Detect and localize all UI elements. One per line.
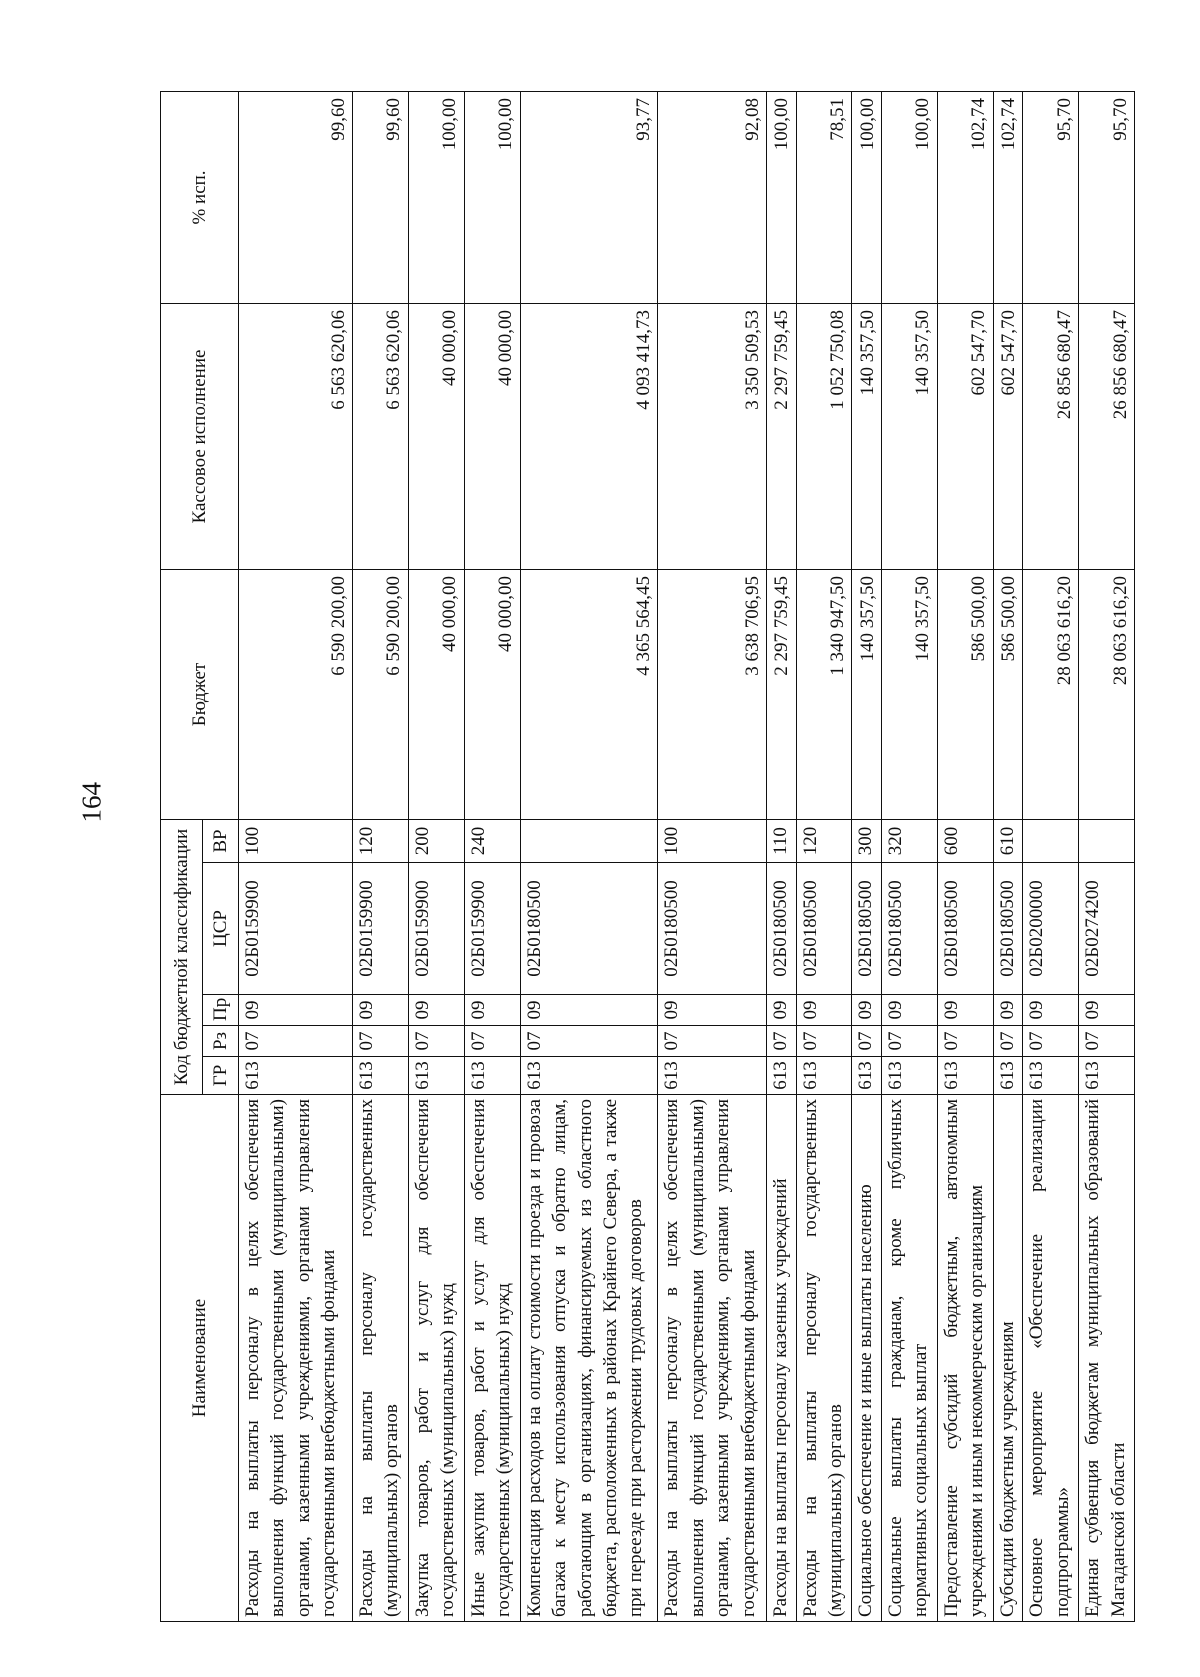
row-vr: 200 bbox=[408, 819, 464, 862]
row-rz: 07 bbox=[658, 1026, 767, 1057]
row-cash: 1 052 750,08 bbox=[796, 303, 852, 569]
row-budget: 40 000,00 bbox=[408, 569, 464, 819]
header-gr: ГР bbox=[203, 1057, 239, 1095]
row-cash: 40 000,00 bbox=[408, 303, 464, 569]
row-csr: 02Б0274200 bbox=[1079, 863, 1135, 995]
row-rz: 07 bbox=[1079, 1026, 1135, 1057]
table-row bbox=[796, 91, 852, 1621]
row-pr: 09 bbox=[993, 995, 1022, 1026]
row-pr: 09 bbox=[353, 995, 409, 1026]
row-name: Расходы на выплаты персоналу в целях обеспечения выполнения функций государственными (муниципальными) органами, казенными учреждениями, органами управления государственными внебюджетными фондами bbox=[658, 1095, 767, 1622]
header-code-group: Код бюджетной классификации bbox=[161, 819, 203, 1094]
row-budget: 4 365 564,45 bbox=[520, 569, 658, 819]
row-rz: 07 bbox=[993, 1026, 1022, 1057]
row-budget: 6 590 200,00 bbox=[239, 569, 353, 819]
table-row bbox=[937, 91, 993, 1621]
row-gr: 613 bbox=[937, 1057, 993, 1095]
row-budget: 28 063 616,20 bbox=[1079, 569, 1135, 819]
row-rz: 07 bbox=[520, 1026, 658, 1057]
row-vr: 100 bbox=[239, 819, 353, 862]
row-gr: 613 bbox=[239, 1057, 353, 1095]
budget-execution-table bbox=[160, 91, 1135, 1622]
row-pr: 09 bbox=[1079, 995, 1135, 1026]
row-vr: 610 bbox=[993, 819, 1022, 862]
row-name: Субсидии бюджетным учреждениям bbox=[993, 1095, 1022, 1622]
table-row bbox=[767, 91, 796, 1621]
row-vr: 240 bbox=[464, 819, 520, 862]
header-budget: Бюджет bbox=[161, 569, 239, 819]
row-cash: 6 563 620,06 bbox=[353, 303, 409, 569]
row-pr: 09 bbox=[520, 995, 658, 1026]
row-name: Расходы на выплаты персоналу государственных (муниципальных) органов bbox=[353, 1095, 409, 1622]
row-percent: 95,70 bbox=[1079, 91, 1135, 303]
row-cash: 140 357,50 bbox=[881, 303, 937, 569]
table-row bbox=[658, 91, 767, 1621]
row-name: Расходы на выплаты персоналу казенных учреждений bbox=[767, 1095, 796, 1622]
row-vr bbox=[520, 819, 658, 862]
row-cash: 3 350 509,53 bbox=[658, 303, 767, 569]
row-vr: 120 bbox=[353, 819, 409, 862]
row-gr: 613 bbox=[881, 1057, 937, 1095]
row-name: Закупка товаров, работ и услуг для обеспечения государственных (муниципальных) нужд bbox=[408, 1095, 464, 1622]
row-cash: 4 093 414,73 bbox=[520, 303, 658, 569]
row-cash: 602 547,70 bbox=[937, 303, 993, 569]
table-row bbox=[993, 91, 1022, 1621]
row-name: Единая субвенция бюджетам муниципальных образований Магаданской области bbox=[1079, 1095, 1135, 1622]
row-rz: 07 bbox=[1023, 1026, 1079, 1057]
row-percent: 102,74 bbox=[993, 91, 1022, 303]
row-pr: 09 bbox=[408, 995, 464, 1026]
header-pr: Пр bbox=[203, 995, 239, 1026]
table-row bbox=[239, 91, 353, 1621]
row-name: Компенсация расходов на оплату стоимости проезда и провоза багажа к месту использования отпуска и обратно лицам, работающим в организациях, финансируемых из областного бюджета, расположенных в районах Крайнего Севера, а также при переезде при расторжении трудовых договоров bbox=[520, 1095, 658, 1622]
row-cash: 6 563 620,06 bbox=[239, 303, 353, 569]
row-vr: 600 bbox=[937, 819, 993, 862]
rotated-table-container bbox=[160, 92, 1135, 1622]
header-percent: % исп. bbox=[161, 91, 239, 303]
row-name: Социальное обеспечение и иные выплаты населению bbox=[852, 1095, 881, 1622]
row-csr: 02Б0180500 bbox=[767, 863, 796, 995]
row-budget: 28 063 616,20 bbox=[1023, 569, 1079, 819]
row-percent: 93,77 bbox=[520, 91, 658, 303]
row-csr: 02Б0159900 bbox=[464, 863, 520, 995]
row-cash: 26 856 680,47 bbox=[1079, 303, 1135, 569]
row-budget: 2 297 759,45 bbox=[767, 569, 796, 819]
row-gr: 613 bbox=[796, 1057, 852, 1095]
table-header bbox=[161, 91, 239, 1621]
row-gr: 613 bbox=[464, 1057, 520, 1095]
table-row bbox=[464, 91, 520, 1621]
row-percent: 100,00 bbox=[881, 91, 937, 303]
row-gr: 613 bbox=[353, 1057, 409, 1095]
row-budget: 140 357,50 bbox=[881, 569, 937, 819]
row-pr: 09 bbox=[767, 995, 796, 1026]
row-cash: 602 547,70 bbox=[993, 303, 1022, 569]
row-csr: 02Б0180500 bbox=[993, 863, 1022, 995]
row-budget: 586 500,00 bbox=[937, 569, 993, 819]
row-csr: 02Б0180500 bbox=[852, 863, 881, 995]
row-vr: 300 bbox=[852, 819, 881, 862]
row-budget: 6 590 200,00 bbox=[353, 569, 409, 819]
row-budget: 140 357,50 bbox=[852, 569, 881, 819]
table-body bbox=[239, 91, 1135, 1621]
header-cash-execution: Кассовое исполнение bbox=[161, 303, 239, 569]
row-rz: 07 bbox=[796, 1026, 852, 1057]
row-vr: 100 bbox=[658, 819, 767, 862]
row-csr: 02Б0180500 bbox=[658, 863, 767, 995]
row-csr: 02Б0180500 bbox=[881, 863, 937, 995]
row-budget: 586 500,00 bbox=[993, 569, 1022, 819]
row-gr: 613 bbox=[852, 1057, 881, 1095]
row-name: Социальные выплаты гражданам, кроме публичных нормативных социальных выплат bbox=[881, 1095, 937, 1622]
table-row bbox=[408, 91, 464, 1621]
header-name: Наименование bbox=[161, 1095, 239, 1622]
header-rz: Рз bbox=[203, 1026, 239, 1057]
row-percent: 78,51 bbox=[796, 91, 852, 303]
row-pr: 09 bbox=[796, 995, 852, 1026]
header-csr: ЦСР bbox=[203, 863, 239, 995]
row-csr: 02Б0180500 bbox=[796, 863, 852, 995]
header-vr: ВР bbox=[203, 819, 239, 862]
row-rz: 07 bbox=[464, 1026, 520, 1057]
row-cash: 26 856 680,47 bbox=[1023, 303, 1079, 569]
row-rz: 07 bbox=[239, 1026, 353, 1057]
table-row bbox=[353, 91, 409, 1621]
row-rz: 07 bbox=[937, 1026, 993, 1057]
row-pr: 09 bbox=[1023, 995, 1079, 1026]
row-csr: 02Б0180500 bbox=[520, 863, 658, 995]
row-gr: 613 bbox=[658, 1057, 767, 1095]
row-budget: 40 000,00 bbox=[464, 569, 520, 819]
row-gr: 613 bbox=[408, 1057, 464, 1095]
row-gr: 613 bbox=[1023, 1057, 1079, 1095]
table-row bbox=[1023, 91, 1079, 1621]
table-row bbox=[520, 91, 658, 1621]
row-gr: 613 bbox=[1079, 1057, 1135, 1095]
row-rz: 07 bbox=[353, 1026, 409, 1057]
row-percent: 99,60 bbox=[239, 91, 353, 303]
row-csr: 02Б0159900 bbox=[408, 863, 464, 995]
row-rz: 07 bbox=[408, 1026, 464, 1057]
row-csr: 02Б0159900 bbox=[353, 863, 409, 995]
row-csr: 02Б0159900 bbox=[239, 863, 353, 995]
page-number: 164 bbox=[76, 782, 107, 823]
row-name: Иные закупки товаров, работ и услуг для обеспечения государственных (муниципальных) нужд bbox=[464, 1095, 520, 1622]
row-pr: 09 bbox=[937, 995, 993, 1026]
row-rz: 07 bbox=[852, 1026, 881, 1057]
row-vr bbox=[1079, 819, 1135, 862]
row-vr: 120 bbox=[796, 819, 852, 862]
table-row bbox=[1079, 91, 1135, 1621]
row-csr: 02Б0180500 bbox=[937, 863, 993, 995]
row-budget: 3 638 706,95 bbox=[658, 569, 767, 819]
row-rz: 07 bbox=[767, 1026, 796, 1057]
row-cash: 40 000,00 bbox=[464, 303, 520, 569]
table-row bbox=[881, 91, 937, 1621]
row-name: Предоставление субсидий бюджетным, автономным учреждениям и иным некоммерческим организациям bbox=[937, 1095, 993, 1622]
row-percent: 102,74 bbox=[937, 91, 993, 303]
row-rz: 07 bbox=[881, 1026, 937, 1057]
row-percent: 100,00 bbox=[767, 91, 796, 303]
row-percent: 100,00 bbox=[408, 91, 464, 303]
row-percent: 100,00 bbox=[464, 91, 520, 303]
row-pr: 09 bbox=[852, 995, 881, 1026]
row-name: Основное мероприятие «Обеспечение реализации подпрограммы» bbox=[1023, 1095, 1079, 1622]
row-percent: 95,70 bbox=[1023, 91, 1079, 303]
table-row bbox=[852, 91, 881, 1621]
row-pr: 09 bbox=[881, 995, 937, 1026]
row-name: Расходы на выплаты персоналу государственных (муниципальных) органов bbox=[796, 1095, 852, 1622]
row-pr: 09 bbox=[464, 995, 520, 1026]
row-csr: 02Б0200000 bbox=[1023, 863, 1079, 995]
row-pr: 09 bbox=[658, 995, 767, 1026]
row-gr: 613 bbox=[993, 1057, 1022, 1095]
row-percent: 100,00 bbox=[852, 91, 881, 303]
row-budget: 1 340 947,50 bbox=[796, 569, 852, 819]
row-vr: 320 bbox=[881, 819, 937, 862]
row-percent: 99,60 bbox=[353, 91, 409, 303]
row-gr: 613 bbox=[767, 1057, 796, 1095]
row-vr bbox=[1023, 819, 1079, 862]
row-pr: 09 bbox=[239, 995, 353, 1026]
row-name: Расходы на выплаты персоналу в целях обеспечения выполнения функций государственными (муниципальными) органами, казенными учреждениями, органами управления государственными внебюджетными фондами bbox=[239, 1095, 353, 1622]
row-cash: 2 297 759,45 bbox=[767, 303, 796, 569]
row-gr: 613 bbox=[520, 1057, 658, 1095]
row-cash: 140 357,50 bbox=[852, 303, 881, 569]
row-percent: 92,08 bbox=[658, 91, 767, 303]
row-vr: 110 bbox=[767, 819, 796, 862]
